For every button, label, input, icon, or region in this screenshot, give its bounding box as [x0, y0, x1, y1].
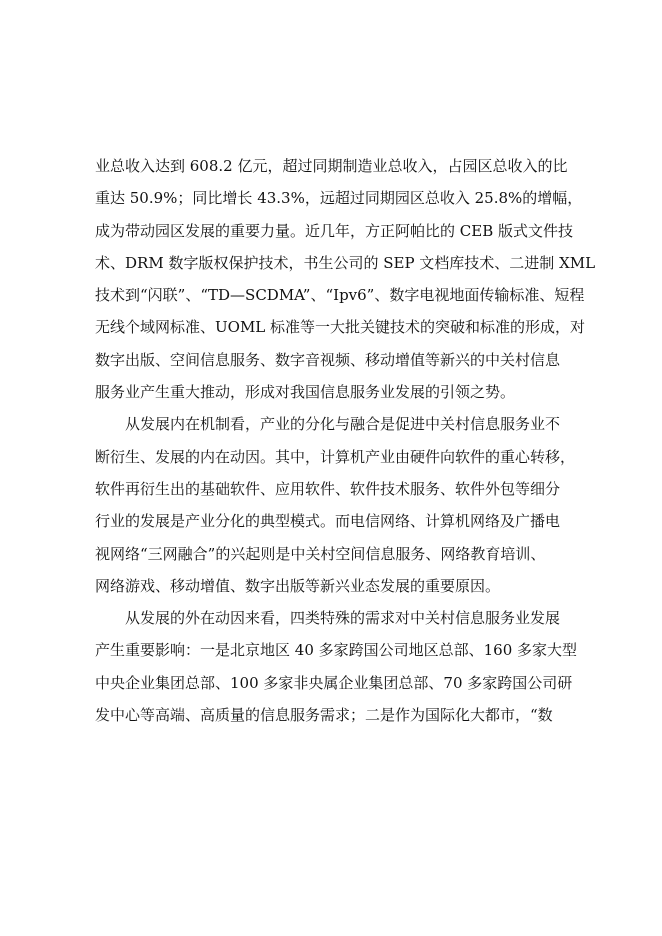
text-line: 网络游戏、移动增值、数字出版等新兴业态发展的重要原因。: [95, 576, 501, 595]
text-line: 服务业产生重大推动，形成对我国信息服务业发展的引领之势。: [95, 383, 516, 402]
paragraph-2: [95, 408, 575, 602]
text-line: 术、DRM 数字版权保护技术，书生公司的 SEP 文档库技术、二进制 XML: [95, 253, 596, 272]
text-line: 断衍生、发展的内在动因。其中，计算机产业由硬件向软件的重心转移，: [95, 447, 576, 466]
text-line: 成为带动园区发展的重要力量。近几年，方正阿帕比的 CEB 版式文件技: [95, 221, 573, 240]
text-line: 技术到“闪联”、“TD—SCDMA”、“Ipv6”、数字电视地面传输标准、短程: [95, 286, 585, 305]
text-line: 行业的发展是产业分化的典型模式。而电信网络、计算机网络及广播电: [95, 512, 561, 531]
text-line: 视网络“三网融合”的兴起则是中关村空间信息服务、网络教育培训、: [95, 544, 546, 563]
text-line: 重达 50.9%；同比增长 43.3%，远超过同期园区总收入 25.8%的增幅，: [95, 189, 583, 208]
text-line: 中央企业集团总部、100 多家非央属企业集团总部、70 多家跨国公司研: [95, 673, 573, 692]
text-line: 从发展内在机制看，产业的分化与融合是促进中关村信息服务业不: [125, 415, 561, 434]
text-line: 数字出版、空间信息服务、数字音视频、移动增值等新兴的中关村信息: [95, 350, 561, 369]
text-line: 软件再衍生出的基础软件、应用软件、软件技术服务、软件外包等细分: [95, 479, 561, 498]
text-line: 发中心等高端、高质量的信息服务需求；二是作为国际化大都市，“数: [95, 706, 553, 725]
text-line: 业总收入达到 608.2 亿元，超过同期制造业总收入，占园区总收入的比: [95, 157, 568, 175]
text-line: 无线个域网标准、UOML 标准等一大批关键技术的突破和标准的形成，对: [95, 318, 586, 337]
text-line: 产生重要影响：一是北京地区 40 多家跨国公司地区总部、160 多家大型: [95, 641, 578, 660]
paragraph-3: [95, 602, 578, 731]
paragraph-1: [95, 150, 596, 408]
body-text: [95, 150, 596, 731]
text-line: 从发展的外在动因来看，四类特殊的需求对中关村信息服务业发展: [125, 609, 561, 628]
